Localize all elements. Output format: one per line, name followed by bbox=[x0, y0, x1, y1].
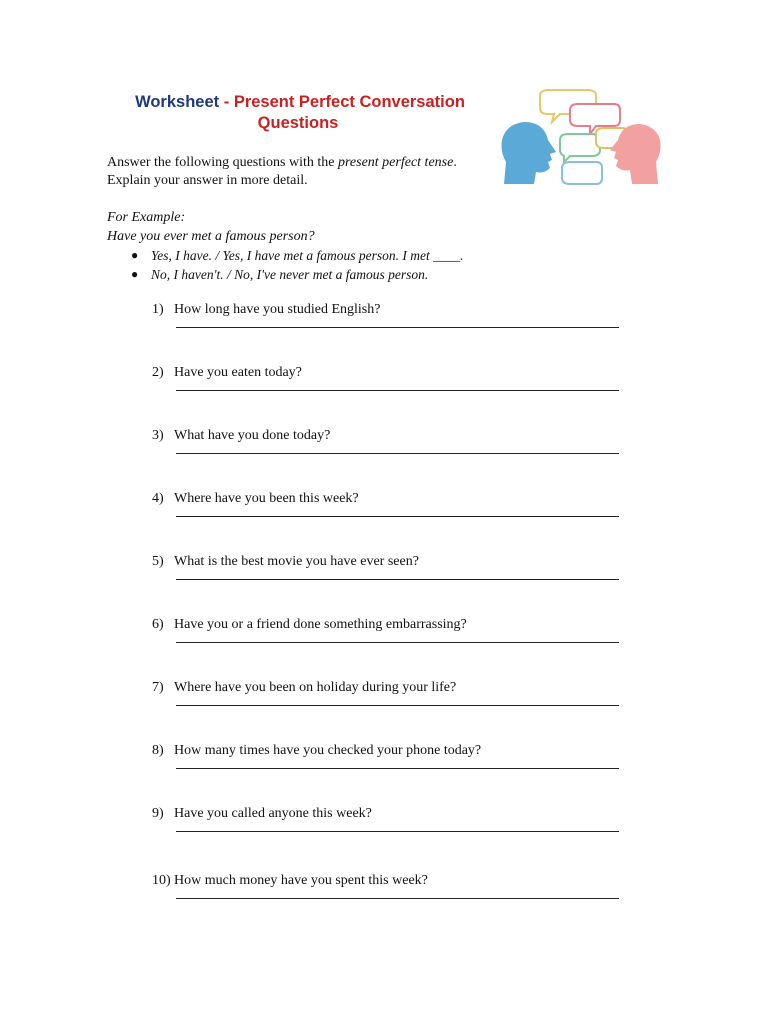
answer-line bbox=[176, 453, 619, 454]
question-number: 4) bbox=[152, 491, 164, 506]
question-text: Where have you been this week? bbox=[174, 491, 359, 506]
question-text: Have you eaten today? bbox=[174, 365, 302, 380]
title-line-2: Questions bbox=[257, 114, 339, 132]
answer-line bbox=[176, 390, 619, 391]
question-item bbox=[152, 490, 622, 508]
example-answer bbox=[107, 246, 463, 265]
question-item bbox=[152, 805, 622, 823]
question-number: 5) bbox=[152, 554, 164, 569]
question-text: How much money have you spent this week? bbox=[174, 873, 428, 888]
worksheet-title bbox=[100, 92, 500, 134]
title-line-1 bbox=[100, 92, 500, 112]
example-label: For Example: bbox=[107, 210, 186, 225]
bullet-icon: ● bbox=[131, 248, 139, 262]
answer-line bbox=[176, 768, 619, 769]
question-text: Have you or a friend done something embarrassing? bbox=[174, 617, 467, 632]
left-head-silhouette bbox=[502, 122, 557, 184]
instructions-line-2: Explain your answer in more detail. bbox=[107, 173, 308, 188]
question-number: 3) bbox=[152, 428, 164, 443]
example-question: Have you ever met a famous person? bbox=[107, 229, 315, 244]
example-answer bbox=[107, 265, 463, 284]
question-item bbox=[152, 364, 622, 382]
instructions-text: Answer the following questions with the bbox=[107, 155, 338, 170]
question-number: 8) bbox=[152, 743, 164, 758]
instructions-line-1 bbox=[107, 154, 457, 172]
question-number: 2) bbox=[152, 365, 164, 380]
question-text: How long have you studied English? bbox=[174, 302, 381, 317]
question-item bbox=[152, 301, 622, 319]
title-worksheet: Worksheet bbox=[135, 93, 220, 111]
question-item bbox=[152, 742, 622, 760]
answer-line bbox=[176, 705, 619, 706]
answer-line bbox=[176, 642, 619, 643]
question-number: 6) bbox=[152, 617, 164, 632]
question-item bbox=[152, 679, 622, 697]
instructions-emphasis: present perfect tense bbox=[337, 155, 454, 170]
question-text: How many times have you checked your phone today? bbox=[174, 743, 482, 758]
question-item bbox=[152, 872, 622, 890]
bullet-icon: ● bbox=[131, 267, 139, 281]
instructions bbox=[107, 154, 457, 190]
example-answer-text: No, I haven't. / No, I've never met a famous person. bbox=[151, 267, 429, 282]
conversation-heads-clipart bbox=[500, 88, 662, 192]
answer-line bbox=[176, 327, 619, 328]
question-text: What is the best movie you have ever seen? bbox=[174, 554, 419, 569]
question-item bbox=[152, 553, 622, 571]
example-section bbox=[107, 208, 463, 284]
question-number: 10) bbox=[152, 873, 171, 888]
question-text: What have you done today? bbox=[174, 428, 331, 443]
question-item bbox=[152, 427, 622, 445]
answer-line bbox=[176, 898, 619, 899]
question-number: 1) bbox=[152, 302, 164, 317]
question-number: 7) bbox=[152, 680, 164, 695]
question-number: 9) bbox=[152, 806, 164, 821]
title-separator: - bbox=[219, 93, 234, 111]
title-topic: Present Perfect Conversation bbox=[233, 93, 465, 111]
question-text: Where have you been on holiday during your life? bbox=[174, 680, 457, 695]
example-answers bbox=[107, 246, 463, 284]
example-answer-text: Yes, I have. / Yes, I have met a famous person. I met ____. bbox=[151, 248, 464, 263]
question-text: Have you called anyone this week? bbox=[174, 806, 372, 821]
question-item bbox=[152, 616, 622, 634]
answer-line bbox=[176, 831, 619, 832]
answer-line bbox=[176, 516, 619, 517]
speech-bubble-icon bbox=[540, 90, 628, 184]
instructions-period: . bbox=[453, 155, 457, 170]
answer-line bbox=[176, 579, 619, 580]
